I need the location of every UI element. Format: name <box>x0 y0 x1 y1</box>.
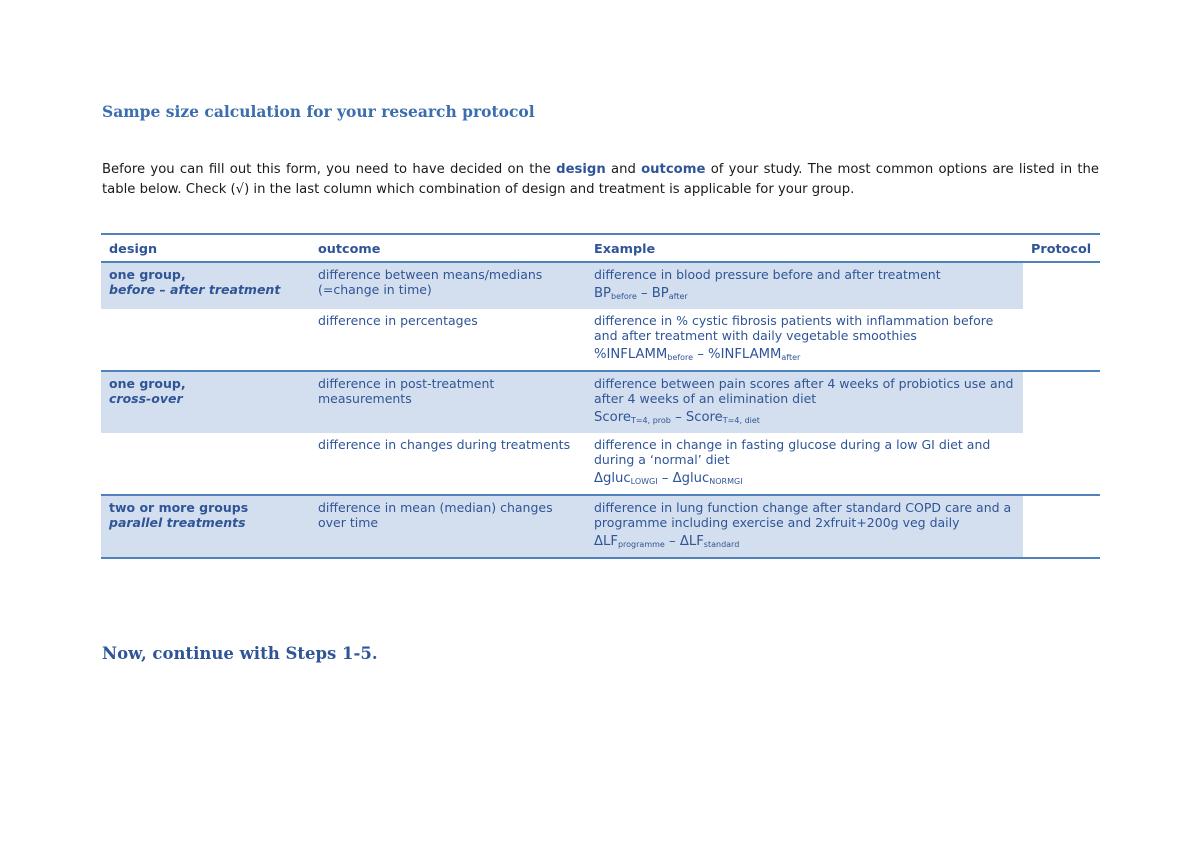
design-name: one group, <box>109 376 186 391</box>
formula-subscript: LOWGI <box>630 477 658 486</box>
protocol-check-cell[interactable] <box>1023 309 1100 371</box>
formula-term: BP <box>594 286 611 301</box>
formula-subscript: after <box>781 353 801 362</box>
design-cell <box>101 371 310 433</box>
design-cell <box>101 495 310 558</box>
formula-subscript: NORMGI <box>709 477 743 486</box>
formula-term: Δgluc <box>672 471 710 486</box>
example-cell <box>586 309 1023 371</box>
design-name: one group, <box>109 267 186 282</box>
table-header-row <box>101 234 1100 262</box>
formula-term: Score <box>594 410 631 425</box>
protocol-check-cell[interactable] <box>1023 495 1100 558</box>
design-name: two or more groups <box>109 500 249 515</box>
protocol-check-cell[interactable] <box>1023 433 1100 495</box>
formula-subscript: T=4, diet <box>722 416 760 425</box>
formula-operator: – <box>664 534 680 549</box>
formula-term: BP <box>651 286 669 301</box>
design-cell <box>101 262 310 309</box>
formula-subscript: programme <box>617 540 665 549</box>
keyword-design: design <box>556 162 606 177</box>
header-protocol: Protocol <box>1023 234 1100 262</box>
formula-operator: – <box>693 347 709 362</box>
table-row <box>101 433 1100 495</box>
example-cell <box>586 262 1023 309</box>
header-example: Example <box>586 234 1023 262</box>
keyword-outcome: outcome <box>641 162 706 177</box>
formula <box>594 285 1015 305</box>
design-subtype: cross-over <box>109 391 183 406</box>
formula <box>594 346 1015 366</box>
example-text: difference in change in fasting glucose during a low GI diet and during a ‘normal’ diet <box>594 437 991 467</box>
design-outcome-table <box>101 233 1100 559</box>
intro-paragraph <box>102 160 1099 200</box>
table-row <box>101 262 1100 309</box>
formula <box>594 409 1015 429</box>
formula-term: ΔLF <box>679 534 704 549</box>
outcome-cell: difference in changes during treatments <box>310 433 586 495</box>
formula-subscript: before <box>611 292 637 301</box>
example-cell <box>586 495 1023 558</box>
page-title: Sampe size calculation for your research protocol <box>102 102 535 121</box>
design-subtype: before – after treatment <box>109 282 281 297</box>
formula-term: %INFLAMM <box>708 347 782 362</box>
intro-text-2: and <box>605 162 642 177</box>
formula-subscript: standard <box>703 540 740 549</box>
formula-term: %INFLAMM <box>594 347 668 362</box>
design-cell <box>101 433 310 495</box>
example-cell <box>586 433 1023 495</box>
formula-subscript: after <box>668 292 688 301</box>
formula-subscript: before <box>667 353 694 362</box>
header-outcome: outcome <box>310 234 586 262</box>
formula-operator: – <box>670 410 686 425</box>
formula-subscript: T=4, prob <box>630 416 671 425</box>
outcome-cell: difference in post-treatment measurements <box>310 371 586 433</box>
table-row <box>101 309 1100 371</box>
protocol-check-cell[interactable] <box>1023 262 1100 309</box>
example-cell <box>586 371 1023 433</box>
formula-term: Δgluc <box>594 471 631 486</box>
formula-operator: – <box>657 471 673 486</box>
protocol-check-cell[interactable] <box>1023 371 1100 433</box>
table-row <box>101 495 1100 558</box>
formula <box>594 470 1015 490</box>
outcome-cell: difference in mean (median) changes over time <box>310 495 586 558</box>
example-text: difference in lung function change after standard COPD care and a programme including exercise and 2xfruit+200g veg daily <box>594 500 1012 530</box>
outcome-cell: difference between means/medians (=change in time) <box>310 262 586 309</box>
formula-term: ΔLF <box>594 534 618 549</box>
table-row <box>101 371 1100 433</box>
formula-operator: – <box>636 286 652 301</box>
example-text: difference in % cystic fibrosis patients with inflammation before and after treatment with daily vegetable smoothies <box>594 313 994 343</box>
design-cell <box>101 309 310 371</box>
outcome-cell: difference in percentages <box>310 309 586 371</box>
closing-instruction: Now, continue with Steps 1-5. <box>102 644 378 663</box>
example-text: difference between pain scores after 4 weeks of probiotics use and after 4 weeks of an elimination diet <box>594 376 1014 406</box>
formula <box>594 533 1015 553</box>
header-design: design <box>101 234 310 262</box>
formula-term: Score <box>685 410 723 425</box>
design-subtype: parallel treatments <box>109 515 246 530</box>
intro-text-1: Before you can fill out this form, you need to have decided on the <box>102 162 557 177</box>
example-text: difference in blood pressure before and after treatment <box>594 267 941 282</box>
intro-text-3: of your study. The most common options are listed in the table below. Check (√) in the last column which combination of design and treatment is applicable for your group. <box>102 162 1099 197</box>
